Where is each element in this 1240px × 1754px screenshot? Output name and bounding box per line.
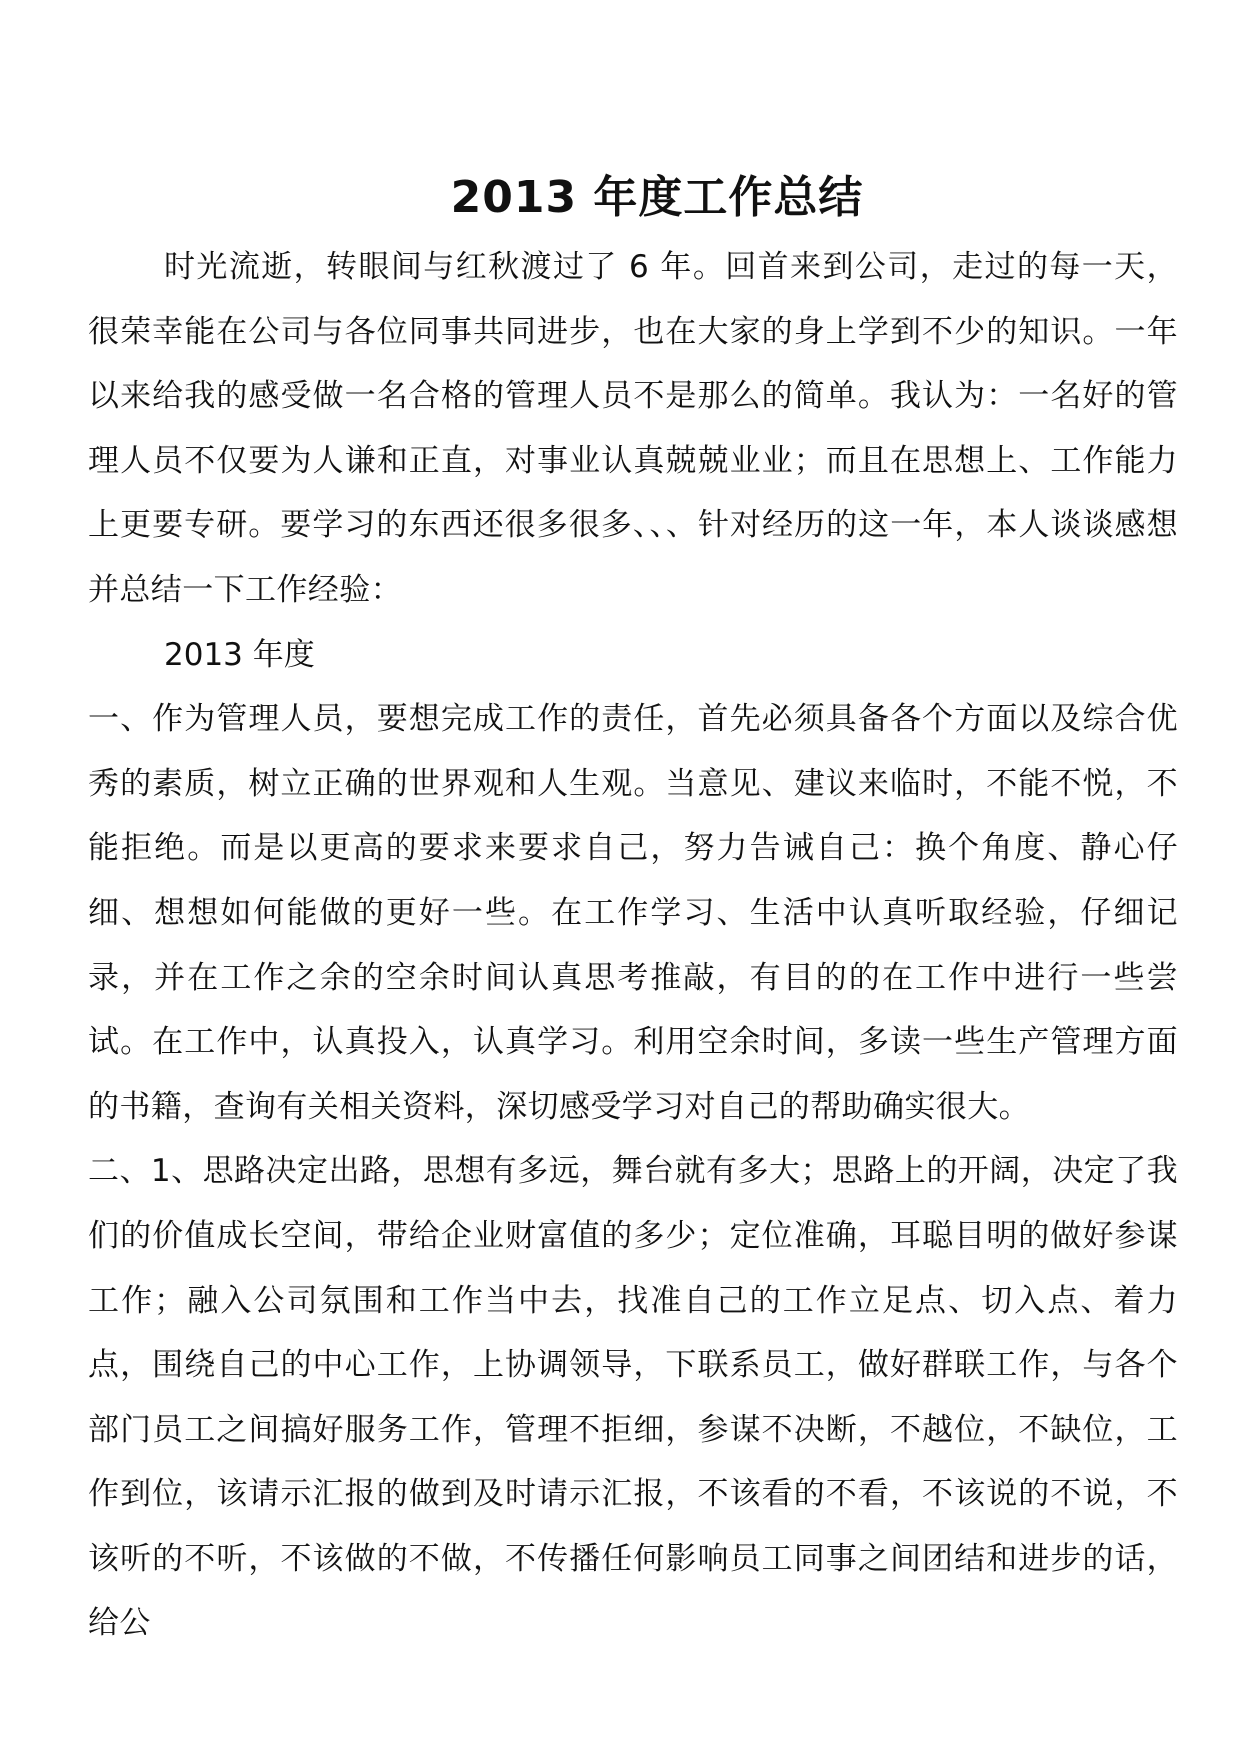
year-heading: 2013 年度 <box>164 636 315 673</box>
section-one-paragraph: 一、作为管理人员，要想完成工作的责任，首先必须具备各个方面以及综合优秀的素质，树立正确的世界观和人生观。当意见、建议来临时，不能不悦，不能拒绝。而是以更高的要求来要求自己，努力告诫自己：换个角度、静心仔细、想想如何能做的更好一些。在工作学习、生活中认真听取经验，仔细记录，并在工作之余的空余时间认真思考推敲，有目的的在工作中进行一些尝试。在工作中，认真投入，认真学习。利用空余时间，多读一些生产管理方面的书籍，查询有关相关资料，深切感受学习对自己的帮助确实很大。 <box>88 701 1178 1125</box>
section-two-paragraph: 二、1、思路决定出路，思想有多远，舞台就有多大；思路上的开阔，决定了我们的价值成长空间，带给企业财富值的多少；定位准确，耳聪目明的做好参谋工作；融入公司氛围和工作当中去，找准自己的工作立足点、切入点、着力点，围绕自己的中心工作，上协调领导，下联系员工，做好群联工作，与各个部门员工之间搞好服务工作，管理不拒细，参谋不决断，不越位，不缺位，工作到位，该请示汇报的做到及时请示汇报，不该看的不看，不该说的不说，不该听的不听，不该做的不做，不传播任何影响员工同事之间团结和进步的话，给公 <box>88 1153 1178 1642</box>
document-title: 2013 年度工作总结 <box>450 172 864 223</box>
intro-paragraph: 时光流逝，转眼间与红秋渡过了 6 年。回首来到公司，走过的每一天，很荣幸能在公司与各位同事共同进步，也在大家的身上学到不少的知识。一年以来给我的感受做一名合格的管理人员不是那么的简单。我认为：一名好的管理人员不仅要为人谦和正直，对事业认真兢兢业业；而且在思想上、工作能力上更要专研。要学习的东西还很多很多、、、针对经历的这一年，本人谈谈感想并总结一下工作经验： <box>88 249 1178 608</box>
document-body <box>88 235 1178 1656</box>
